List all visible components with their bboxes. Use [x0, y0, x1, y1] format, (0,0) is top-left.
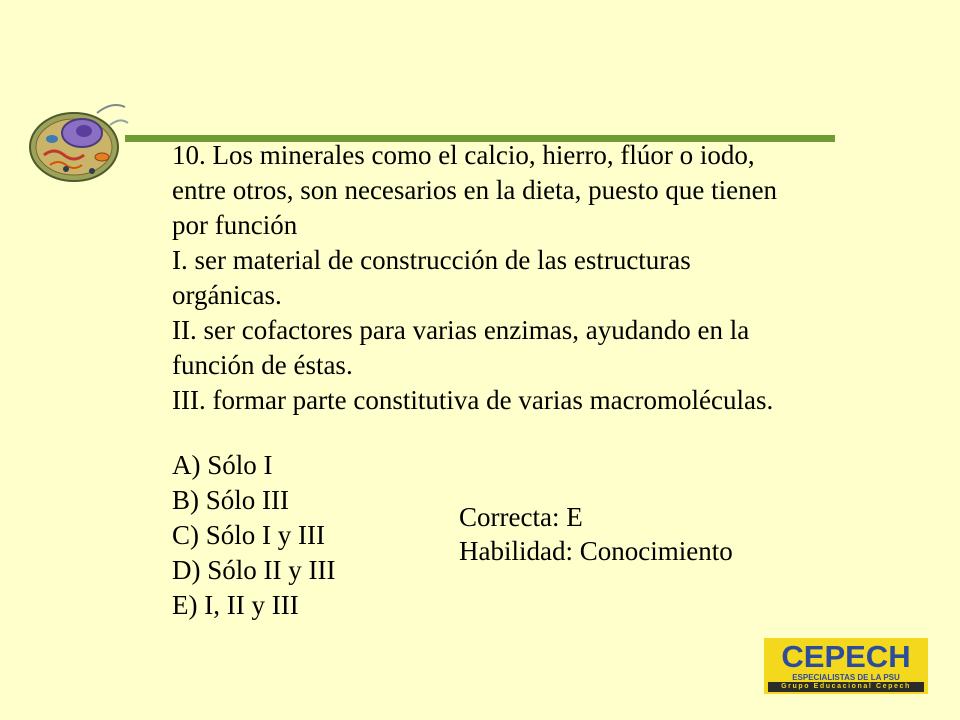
question-line: I. ser material de construcción de las estructuras: [172, 245, 691, 275]
question-line: orgánicas.: [172, 280, 282, 310]
question-text: [172, 138, 912, 418]
question-line: función de éstas.: [172, 350, 353, 380]
option-b: B) Sólo III: [172, 485, 289, 515]
answer-info: [459, 500, 733, 568]
logo-name: CEPECH: [781, 639, 911, 674]
cepech-logo: [764, 638, 928, 694]
question-line: 10. Los minerales como el calcio, hierro, flúor o iodo,: [172, 140, 755, 170]
question-line: III. formar parte constitutiva de varias macromoléculas.: [172, 385, 774, 415]
skill-label: Habilidad: Conocimiento: [459, 536, 733, 566]
question-line: por función: [172, 210, 298, 240]
answer-options: [172, 448, 335, 623]
option-a: A) Sólo I: [172, 450, 273, 480]
question-line: II. ser cofactores para varias enzimas, ayudando en la: [172, 315, 750, 345]
option-e: E) I, II y III: [172, 590, 299, 620]
logo-group: Grupo Educacional Cepech: [768, 682, 924, 692]
option-d: D) Sólo II y III: [172, 555, 336, 585]
correct-answer: Correcta: E: [459, 502, 583, 532]
animal-cell-icon: [22, 95, 132, 190]
logo-tagline: ESPECIALISTAS DE LA PSU: [792, 673, 900, 682]
question-line: entre otros, son necesarios en la dieta, puesto que tienen: [172, 175, 778, 205]
option-c: C) Sólo I y III: [172, 520, 325, 550]
